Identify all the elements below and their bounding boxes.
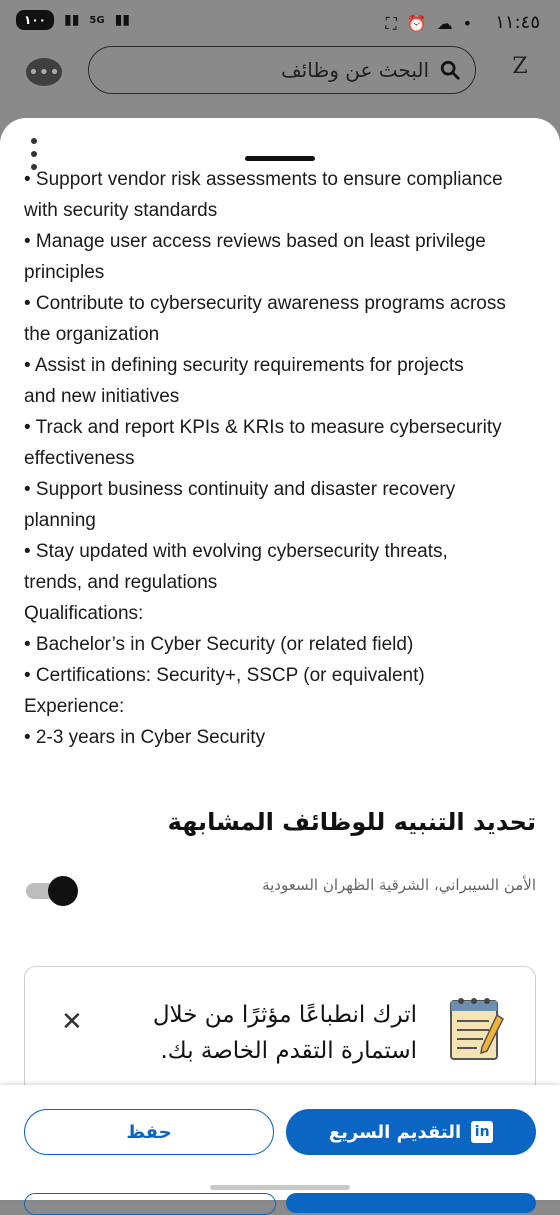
- battery-level: ١٠٠: [24, 13, 46, 27]
- job-details-sheet: [0, 118, 560, 1200]
- job-alert-title: تحديد التنبيه للوظائف المشابهة: [167, 808, 536, 836]
- search-icon: [439, 59, 461, 81]
- top-bar: [0, 46, 560, 106]
- sheet-drag-handle[interactable]: [245, 156, 315, 161]
- background-save-button-peek: [24, 1193, 276, 1215]
- company-logo[interactable]: [502, 56, 538, 92]
- description-line: trends, and regulations: [24, 572, 218, 593]
- system-nav-handle[interactable]: [210, 1185, 350, 1190]
- dot-icon: •: [462, 14, 472, 33]
- status-right-icons: [385, 14, 472, 34]
- description-line: • Bachelor’s in Cyber Security (or related field): [24, 634, 414, 655]
- status-left-icons: [16, 10, 130, 30]
- description-line: • Certifications: Security+, SSCP (or equivalent): [24, 665, 425, 686]
- signal-icon: ▮▮: [64, 12, 80, 28]
- search-input[interactable]: [88, 46, 476, 94]
- close-icon[interactable]: ✕: [61, 1007, 83, 1037]
- description-line: • Manage user access reviews based on least privilege: [24, 231, 486, 252]
- signal-icon-2: ▮▮: [114, 12, 131, 28]
- description-line: • Support business continuity and disaster recovery: [24, 479, 456, 500]
- linkedin-icon: in: [471, 1121, 493, 1143]
- description-line: with security standards: [24, 200, 218, 221]
- description-line: Experience:: [24, 696, 125, 717]
- notepad-icon: [447, 993, 507, 1063]
- description-line: effectiveness: [24, 448, 135, 469]
- search-placeholder: البحث عن وظائف: [280, 58, 429, 82]
- messaging-button[interactable]: [26, 58, 62, 86]
- toggle-thumb: [48, 876, 78, 906]
- battery-icon: [16, 10, 54, 30]
- description-line: planning: [24, 510, 96, 531]
- description-line: principles: [24, 262, 105, 283]
- status-bar: [0, 0, 560, 48]
- description-line: and new initiatives: [24, 386, 180, 407]
- description-line: • Stay updated with evolving cybersecurity threats,: [24, 541, 448, 562]
- background-apply-button-peek: [286, 1193, 536, 1213]
- description-line: the organization: [24, 324, 160, 345]
- description-line: • Contribute to cybersecurity awareness programs across: [24, 293, 506, 314]
- description-line: • Support vendor risk assessments to ensure compliance: [24, 169, 503, 190]
- network-type: 5G: [89, 14, 105, 26]
- status-time: ١١:٤٥: [495, 12, 540, 33]
- job-description: [24, 169, 544, 753]
- description-line: • Assist in defining security requirements for projects: [24, 355, 464, 376]
- description-line: Qualifications:: [24, 603, 144, 624]
- save-label: حفظ: [126, 1121, 172, 1143]
- description-clipped-line: [24, 164, 544, 195]
- cloud-icon: ☁: [436, 14, 453, 33]
- screenshot-icon: ⛶: [385, 14, 397, 33]
- promo-text: اترك انطباعًا مؤثرًا من خلال استمارة التقدم الخاصة بك.: [152, 1002, 417, 1064]
- job-alert-subtitle: الأمن السيبراني، الشرقية الظهران السعودية: [262, 876, 536, 894]
- easy-apply-button[interactable]: [286, 1109, 536, 1155]
- description-line: • 2-3 years in Cyber Security: [24, 727, 266, 748]
- bottom-action-bar: [0, 1085, 560, 1200]
- logo-letter: Z: [512, 54, 528, 79]
- job-alert-toggle[interactable]: [26, 874, 78, 908]
- alarm-icon: ⏰: [406, 14, 427, 33]
- easy-apply-label: التقديم السريع: [328, 1121, 462, 1143]
- description-line: • Track and report KPIs & KRIs to measure cybersecurity: [24, 417, 502, 438]
- save-button[interactable]: [24, 1109, 274, 1155]
- chat-icon: •••: [28, 61, 60, 83]
